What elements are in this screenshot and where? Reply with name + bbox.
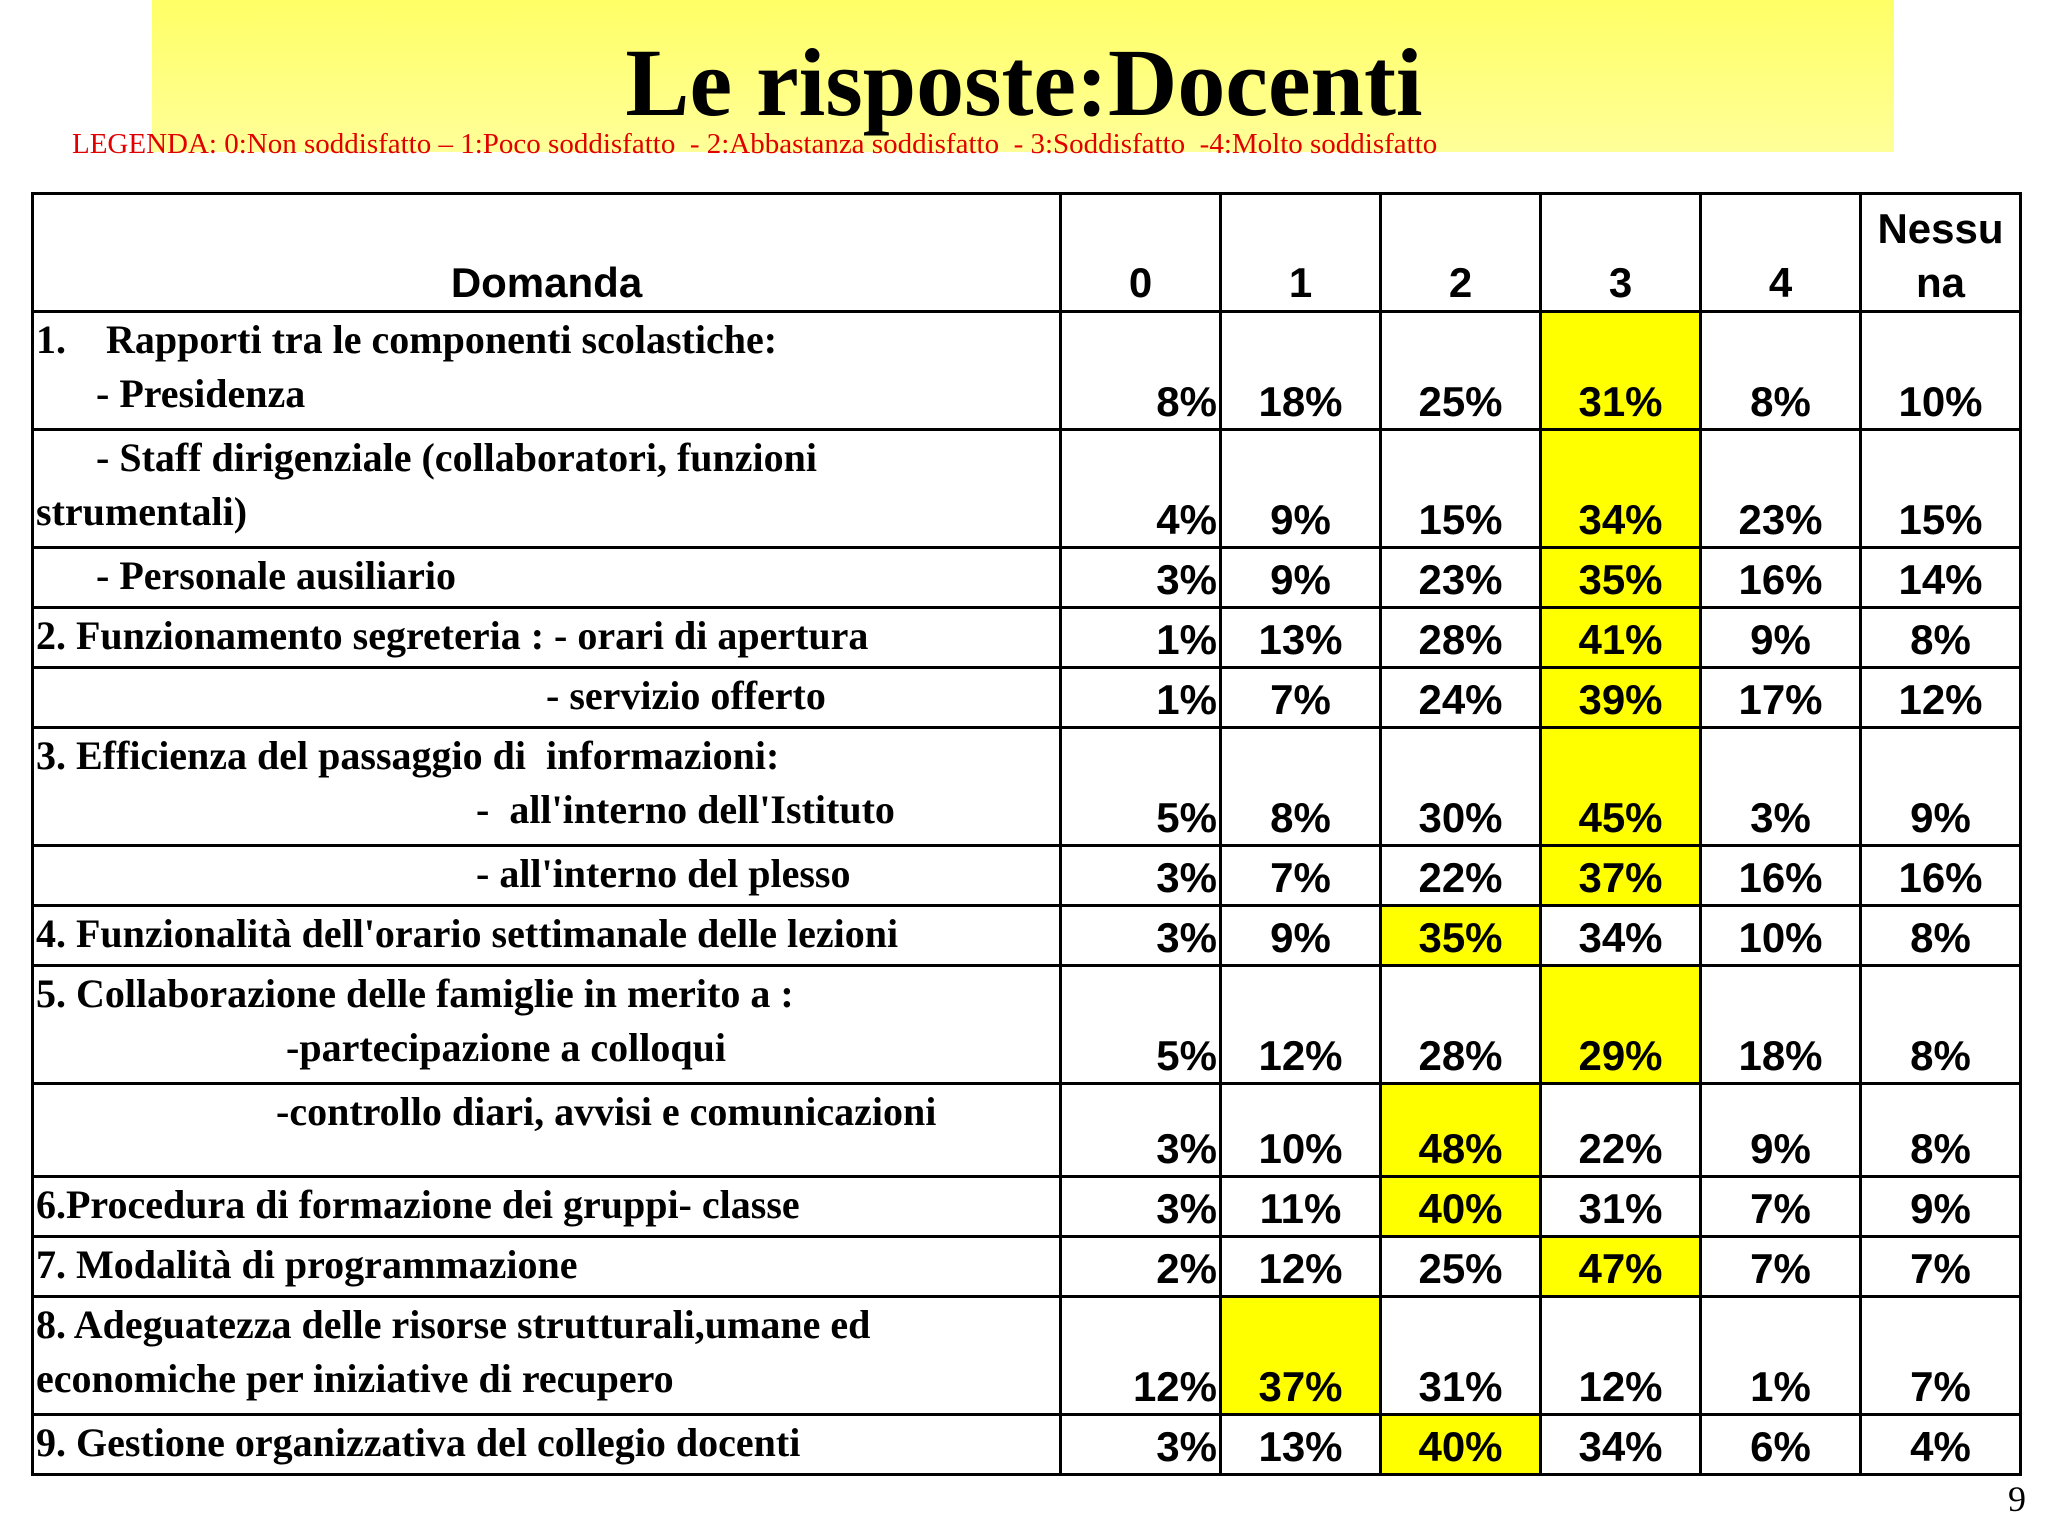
- value-cell: 8%: [1861, 906, 2021, 966]
- value-cell: 48%: [1381, 1084, 1541, 1177]
- value-cell: 8%: [1861, 608, 2021, 668]
- value-cell: 45%: [1541, 728, 1701, 846]
- table-row: [33, 668, 2021, 728]
- value-cell: 7%: [1701, 1237, 1861, 1297]
- value-cell: 10%: [1861, 312, 2021, 430]
- value-cell: 25%: [1381, 1237, 1541, 1297]
- value-cell: 1%: [1061, 608, 1221, 668]
- value-cell: 13%: [1221, 1415, 1381, 1475]
- question-cell: 1. Rapporti tra le componenti scolastiche: - Presidenza: [33, 312, 1061, 430]
- value-cell: 7%: [1861, 1297, 2021, 1415]
- table-row: [33, 1237, 2021, 1297]
- question-cell: - servizio offerto: [33, 668, 1061, 728]
- results-table: [31, 192, 2022, 1476]
- header-2: 2: [1381, 194, 1541, 312]
- value-cell: 13%: [1221, 608, 1381, 668]
- value-cell: 35%: [1541, 548, 1701, 608]
- value-cell: 37%: [1221, 1297, 1381, 1415]
- question-cell: 5. Collaborazione delle famiglie in merito a : -partecipazione a colloqui: [33, 966, 1061, 1084]
- table-row: [33, 1177, 2021, 1237]
- value-cell: 35%: [1381, 906, 1541, 966]
- question-cell: - Personale ausiliario: [33, 548, 1061, 608]
- header-1: 1: [1221, 194, 1381, 312]
- value-cell: 11%: [1221, 1177, 1381, 1237]
- table-row: [33, 312, 2021, 430]
- table-row: [33, 846, 2021, 906]
- value-cell: 10%: [1701, 906, 1861, 966]
- question-cell: 3. Efficienza del passaggio di informazioni: - all'interno dell'Istituto: [33, 728, 1061, 846]
- value-cell: 41%: [1541, 608, 1701, 668]
- value-cell: 7%: [1701, 1177, 1861, 1237]
- header-4: 4: [1701, 194, 1861, 312]
- value-cell: 47%: [1541, 1237, 1701, 1297]
- value-cell: 22%: [1381, 846, 1541, 906]
- value-cell: 40%: [1381, 1415, 1541, 1475]
- value-cell: 12%: [1861, 668, 2021, 728]
- value-cell: 9%: [1861, 1177, 2021, 1237]
- value-cell: 8%: [1861, 966, 2021, 1084]
- value-cell: 8%: [1221, 728, 1381, 846]
- value-cell: 1%: [1701, 1297, 1861, 1415]
- value-cell: 23%: [1381, 548, 1541, 608]
- value-cell: 9%: [1221, 548, 1381, 608]
- value-cell: 5%: [1061, 728, 1221, 846]
- value-cell: 15%: [1861, 430, 2021, 548]
- value-cell: 7%: [1861, 1237, 2021, 1297]
- value-cell: 8%: [1701, 312, 1861, 430]
- value-cell: 7%: [1221, 668, 1381, 728]
- page-title: Le risposte:Docenti: [625, 29, 1423, 136]
- question-cell: 6.Procedura di formazione dei gruppi- classe: [33, 1177, 1061, 1237]
- value-cell: 12%: [1221, 1237, 1381, 1297]
- value-cell: 31%: [1381, 1297, 1541, 1415]
- value-cell: 30%: [1381, 728, 1541, 846]
- header-3: 3: [1541, 194, 1701, 312]
- value-cell: 29%: [1541, 966, 1701, 1084]
- question-cell: - Staff dirigenziale (collaboratori, funzioni strumentali): [33, 430, 1061, 548]
- value-cell: 16%: [1701, 846, 1861, 906]
- value-cell: 25%: [1381, 312, 1541, 430]
- value-cell: 39%: [1541, 668, 1701, 728]
- value-cell: 24%: [1381, 668, 1541, 728]
- value-cell: 17%: [1701, 668, 1861, 728]
- value-cell: 31%: [1541, 1177, 1701, 1237]
- value-cell: 8%: [1061, 312, 1221, 430]
- value-cell: 4%: [1061, 430, 1221, 548]
- value-cell: 16%: [1861, 846, 2021, 906]
- question-cell: -controllo diari, avvisi e comunicazioni: [33, 1084, 1061, 1177]
- value-cell: 2%: [1061, 1237, 1221, 1297]
- value-cell: 7%: [1221, 846, 1381, 906]
- value-cell: 10%: [1221, 1084, 1381, 1177]
- value-cell: 3%: [1061, 1177, 1221, 1237]
- question-cell: 2. Funzionamento segreteria : - orari di apertura: [33, 608, 1061, 668]
- table-row: [33, 608, 2021, 668]
- value-cell: 1%: [1061, 668, 1221, 728]
- value-cell: 3%: [1061, 906, 1221, 966]
- value-cell: 9%: [1221, 906, 1381, 966]
- value-cell: 34%: [1541, 430, 1701, 548]
- value-cell: 9%: [1861, 728, 2021, 846]
- value-cell: 8%: [1861, 1084, 2021, 1177]
- header-nessuna: Nessu na: [1861, 194, 2021, 312]
- value-cell: 37%: [1541, 846, 1701, 906]
- table-row: [33, 430, 2021, 548]
- table-row: [33, 728, 2021, 846]
- value-cell: 34%: [1541, 906, 1701, 966]
- header-domanda: Domanda: [33, 194, 1061, 312]
- value-cell: 5%: [1061, 966, 1221, 1084]
- value-cell: 6%: [1701, 1415, 1861, 1475]
- value-cell: 28%: [1381, 608, 1541, 668]
- question-cell: 7. Modalità di programmazione: [33, 1237, 1061, 1297]
- value-cell: 3%: [1701, 728, 1861, 846]
- table-row: [33, 906, 2021, 966]
- value-cell: 18%: [1221, 312, 1381, 430]
- value-cell: 3%: [1061, 1084, 1221, 1177]
- value-cell: 18%: [1701, 966, 1861, 1084]
- question-cell: 8. Adeguatezza delle risorse strutturali,umane ed economiche per iniziative di recupero: [33, 1297, 1061, 1415]
- value-cell: 3%: [1061, 846, 1221, 906]
- value-cell: 12%: [1061, 1297, 1221, 1415]
- table-row: [33, 1297, 2021, 1415]
- legend: LEGENDA: 0:Non soddisfatto – 1:Poco soddisfatto - 2:Abbastanza soddisfatto - 3:Soddisfatto -4:Molto soddisfatto: [72, 128, 1438, 160]
- value-cell: 22%: [1541, 1084, 1701, 1177]
- page-number: 9: [2008, 1479, 2026, 1519]
- question-cell: 9. Gestione organizzativa del collegio docenti: [33, 1415, 1061, 1475]
- value-cell: 31%: [1541, 312, 1701, 430]
- value-cell: 4%: [1861, 1415, 2021, 1475]
- table-row: [33, 548, 2021, 608]
- value-cell: 34%: [1541, 1415, 1701, 1475]
- value-cell: 9%: [1221, 430, 1381, 548]
- value-cell: 12%: [1541, 1297, 1701, 1415]
- table-row: [33, 1084, 2021, 1177]
- value-cell: 14%: [1861, 548, 2021, 608]
- value-cell: 3%: [1061, 548, 1221, 608]
- value-cell: 28%: [1381, 966, 1541, 1084]
- question-cell: - all'interno del plesso: [33, 846, 1061, 906]
- value-cell: 12%: [1221, 966, 1381, 1084]
- value-cell: 23%: [1701, 430, 1861, 548]
- value-cell: 15%: [1381, 430, 1541, 548]
- value-cell: 16%: [1701, 548, 1861, 608]
- question-cell: 4. Funzionalità dell'orario settimanale delle lezioni: [33, 906, 1061, 966]
- table-row: [33, 966, 2021, 1084]
- value-cell: 9%: [1701, 1084, 1861, 1177]
- table-header-row: [33, 194, 2021, 312]
- table-row: [33, 1415, 2021, 1475]
- value-cell: 40%: [1381, 1177, 1541, 1237]
- value-cell: 3%: [1061, 1415, 1221, 1475]
- header-0: 0: [1061, 194, 1221, 312]
- value-cell: 9%: [1701, 608, 1861, 668]
